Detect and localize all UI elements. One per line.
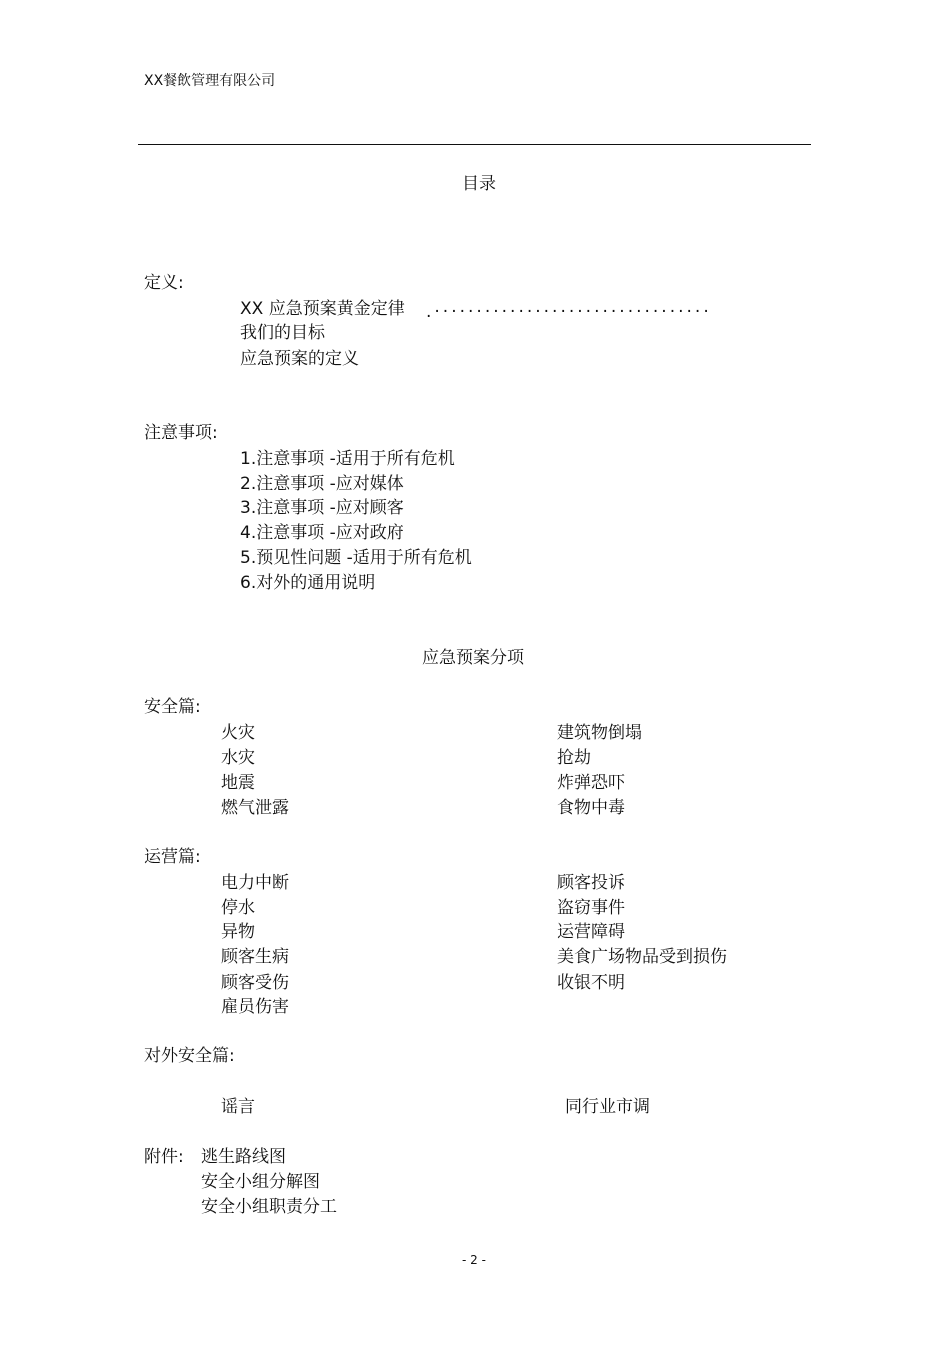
safety-item: 炸弹恐吓 (557, 773, 625, 793)
external-label: 对外安全篇: (144, 1046, 235, 1066)
safety-item: 燃气泄露 (221, 798, 289, 818)
operations-item: 停水 (221, 898, 255, 918)
safety-item: 抢劫 (557, 748, 591, 768)
notes-label: 注意事项: (144, 423, 218, 443)
operations-label: 运营篇: (144, 847, 201, 867)
appendix-label: 附件: (144, 1147, 184, 1167)
notes-item: 6.对外的通用说明 (240, 573, 376, 593)
safety-item: 地震 (221, 773, 255, 793)
page-number: - 2 - (462, 1253, 486, 1267)
operations-item: 电力中断 (221, 873, 289, 893)
definition-label: 定义: (144, 273, 184, 293)
sections-title: 应急预案分项 (422, 648, 524, 668)
notes-item: 1.注意事项 -适用于所有危机 (240, 449, 455, 469)
operations-item: 收银不明 (557, 973, 625, 993)
notes-item: 2.注意事项 -应对媒体 (240, 474, 404, 494)
appendix-item: 安全小组分解图 (201, 1172, 320, 1192)
safety-label: 安全篇: (144, 697, 201, 717)
safety-item: 水灾 (221, 748, 255, 768)
external-item: 谣言 (221, 1097, 255, 1117)
notes-item: 5.预见性问题 -适用于所有危机 (240, 548, 472, 568)
header-rule (138, 144, 811, 145)
operations-item: 盗窃事件 (557, 898, 625, 918)
definition-item: XX 应急预案黄金定律 (240, 299, 405, 319)
operations-item: 雇员伤害 (221, 997, 289, 1017)
notes-item: 3.注意事项 -应对顾客 (240, 498, 404, 518)
operations-item: 顾客生病 (221, 947, 289, 967)
operations-item: 异物 (221, 922, 255, 942)
safety-item: 食物中毒 (557, 798, 625, 818)
company-header: XX餐飲管理有限公司 (144, 73, 276, 89)
safety-item: 建筑物倒塌 (557, 723, 642, 743)
operations-item: 顾客投诉 (557, 873, 625, 893)
definition-item: 应急预案的定义 (240, 349, 359, 369)
toc-leader-dots: .································· (426, 302, 712, 322)
operations-item: 运营障碍 (557, 922, 625, 942)
safety-item: 火灾 (221, 723, 255, 743)
appendix-item: 安全小组职责分工 (201, 1197, 337, 1217)
toc-title: 目录 (462, 174, 496, 194)
definition-item: 我们的目标 (240, 323, 325, 343)
operations-item: 顾客受伤 (221, 973, 289, 993)
external-item: 同行业市调 (565, 1097, 650, 1117)
appendix-item: 逃生路线图 (201, 1147, 286, 1167)
operations-item: 美食广场物品受到损伤 (557, 947, 727, 967)
notes-item: 4.注意事项 -应对政府 (240, 523, 404, 543)
